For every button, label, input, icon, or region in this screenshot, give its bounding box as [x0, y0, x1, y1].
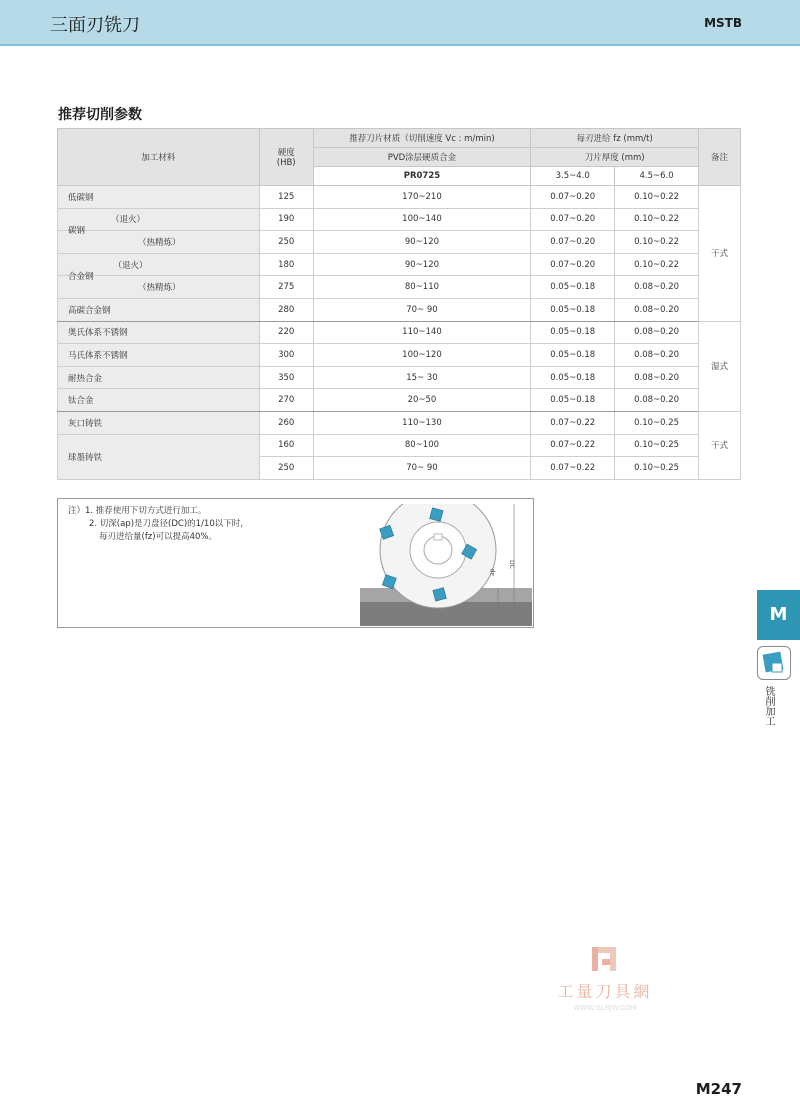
header-grade-name: PR0725 [313, 167, 531, 186]
material-cell [58, 253, 260, 282]
table-row [58, 366, 741, 389]
header-grade: 推荐刀片材质（切削速度 Vc : m/min) [313, 129, 531, 148]
header-coating: PVD涂层硬质合金 [313, 148, 531, 167]
feed-cell-2: 0.08~0.20 [615, 298, 699, 321]
header-thickness-2: 4.5~6.0 [615, 167, 699, 186]
cutter-diagram [360, 504, 534, 628]
header-remark: 备注 [699, 129, 741, 186]
table-row [58, 253, 741, 276]
table-row [58, 389, 741, 412]
hardness-cell: 160 [259, 434, 313, 457]
material-cell: 低碳钢 [58, 186, 260, 209]
watermark-logo-icon [590, 945, 620, 973]
ap-label: ap [489, 568, 496, 576]
hardness-cell: 280 [259, 298, 313, 321]
hardness-cell: 190 [259, 208, 313, 231]
watermark-text: 工量刀具網 [557, 982, 653, 1001]
table-row [58, 208, 741, 231]
material-cell [58, 208, 260, 237]
header-hardness-line1: 硬度 [277, 148, 295, 158]
hardness-cell: 300 [259, 344, 313, 367]
hardness-cell: 260 [259, 411, 313, 434]
feed-cell-1: 0.05~0.18 [531, 389, 615, 412]
feed-cell-2: 0.08~0.20 [615, 344, 699, 367]
feed-cell-2: 0.10~0.22 [615, 186, 699, 209]
table-row [58, 298, 741, 321]
hardness-cell: 180 [259, 253, 313, 276]
remark-cell: 干式 [699, 186, 741, 322]
speed-cell: 15~ 30 [313, 366, 531, 389]
insert-icon [433, 588, 446, 601]
material-cell: 奥氏体系不锈钢 [58, 321, 260, 344]
speed-cell: 20~50 [313, 389, 531, 412]
note-line-1: 注）1. 推荐使用下切方式进行加工。 [68, 506, 207, 516]
feed-cell-2: 0.08~0.20 [615, 389, 699, 412]
speed-cell: 110~140 [313, 321, 531, 344]
header-thickness: 刀片厚度 (mm) [531, 148, 699, 167]
section-title: 推荐切削参数 [58, 107, 142, 123]
page-header [0, 0, 800, 46]
header-thickness-1: 3.5~4.0 [531, 167, 615, 186]
note-line-2: 2. 切深(ap)是刀盘径(DC)的1/10以下时， [89, 519, 249, 529]
feed-cell-1: 0.07~0.20 [531, 186, 615, 209]
cutting-parameters-table [57, 128, 741, 480]
material-cell: 球墨铸铁 [58, 434, 260, 479]
feed-cell-2: 0.10~0.25 [615, 434, 699, 457]
feed-cell-1: 0.07~0.20 [531, 253, 615, 276]
feed-cell-1: 0.05~0.18 [531, 276, 615, 299]
hardness-cell: 220 [259, 321, 313, 344]
milling-icon [757, 646, 791, 680]
speed-cell: 80~110 [313, 276, 531, 299]
section-label: 铣削加工 [763, 686, 774, 726]
hardness-cell: 350 [259, 366, 313, 389]
feed-cell-2: 0.08~0.20 [615, 366, 699, 389]
feed-cell-2: 0.10~0.25 [615, 457, 699, 480]
header-material: 加工材料 [58, 129, 260, 186]
header-hardness [259, 129, 313, 186]
feed-cell-2: 0.08~0.20 [615, 276, 699, 299]
speed-cell: 80~100 [313, 434, 531, 457]
material-cell: 高碳合金钢 [58, 298, 260, 321]
table-row [58, 411, 741, 434]
feed-cell-1: 0.05~0.18 [531, 321, 615, 344]
watermark [540, 945, 670, 1012]
feed-cell-1: 0.07~0.22 [531, 411, 615, 434]
remark-cell: 干式 [699, 411, 741, 479]
feed-cell-1: 0.07~0.20 [531, 208, 615, 231]
hardness-cell: 250 [259, 231, 313, 254]
feed-cell-1: 0.05~0.18 [531, 344, 615, 367]
table-row [58, 276, 741, 299]
hardness-cell: 250 [259, 457, 313, 480]
speed-cell: 70~ 90 [313, 298, 531, 321]
speed-cell: 90~120 [313, 253, 531, 276]
hardness-cell: 125 [259, 186, 313, 209]
feed-cell-2: 0.10~0.22 [615, 208, 699, 231]
feed-cell-1: 0.07~0.20 [531, 231, 615, 254]
material-cell: 耐热合金 [58, 366, 260, 389]
remark-cell: 湿式 [699, 321, 741, 411]
feed-cell-1: 0.07~0.22 [531, 434, 615, 457]
speed-cell: 170~210 [313, 186, 531, 209]
hardness-cell: 275 [259, 276, 313, 299]
table-row [58, 434, 741, 457]
keyway [434, 534, 442, 540]
page-number: M247 [695, 1080, 742, 1098]
feed-cell-1: 0.05~0.18 [531, 298, 615, 321]
feed-cell-2: 0.10~0.25 [615, 411, 699, 434]
material-cell: 钛合金 [58, 389, 260, 412]
material-cell: 马氏体系不锈钢 [58, 344, 260, 367]
section-tab[interactable]: M [757, 590, 800, 640]
material-sub: （退火） [111, 215, 146, 226]
note-line-3: 每刃进给量(fz)可以提高40%。 [99, 532, 217, 542]
feed-cell-2: 0.08~0.20 [615, 321, 699, 344]
feed-cell-2: 0.10~0.22 [615, 253, 699, 276]
table-row [58, 321, 741, 344]
insert-icon [430, 508, 443, 521]
material-sub: （热精炼） [58, 276, 260, 299]
table-row [58, 186, 741, 209]
material-cell: 灰口铸铁 [58, 411, 260, 434]
speed-cell: 110~130 [313, 411, 531, 434]
speed-cell: 100~120 [313, 344, 531, 367]
material-name: 碳钢 [68, 226, 86, 237]
watermark-url: WWW.GLRJW.COM [573, 1004, 637, 1012]
feed-cell-2: 0.10~0.22 [615, 231, 699, 254]
feed-cell-1: 0.07~0.22 [531, 457, 615, 480]
header-hardness-line2: (HB) [276, 158, 296, 168]
chapter-title: 三面刃铣刀 [50, 15, 140, 36]
header-feed: 每刃进给 fz (mm/t) [531, 129, 699, 148]
feed-cell-1: 0.05~0.18 [531, 366, 615, 389]
table-row [58, 344, 741, 367]
material-sub: （退火） [113, 260, 148, 271]
product-code: MSTB [704, 16, 742, 30]
speed-cell: 70~ 90 [313, 457, 531, 480]
material-name: 合金钢 [68, 271, 94, 282]
table-row [58, 231, 741, 254]
speed-cell: 100~140 [313, 208, 531, 231]
dc-label: DC [508, 560, 515, 569]
hardness-cell: 270 [259, 389, 313, 412]
speed-cell: 90~120 [313, 231, 531, 254]
material-sub: （热精炼） [58, 231, 260, 254]
